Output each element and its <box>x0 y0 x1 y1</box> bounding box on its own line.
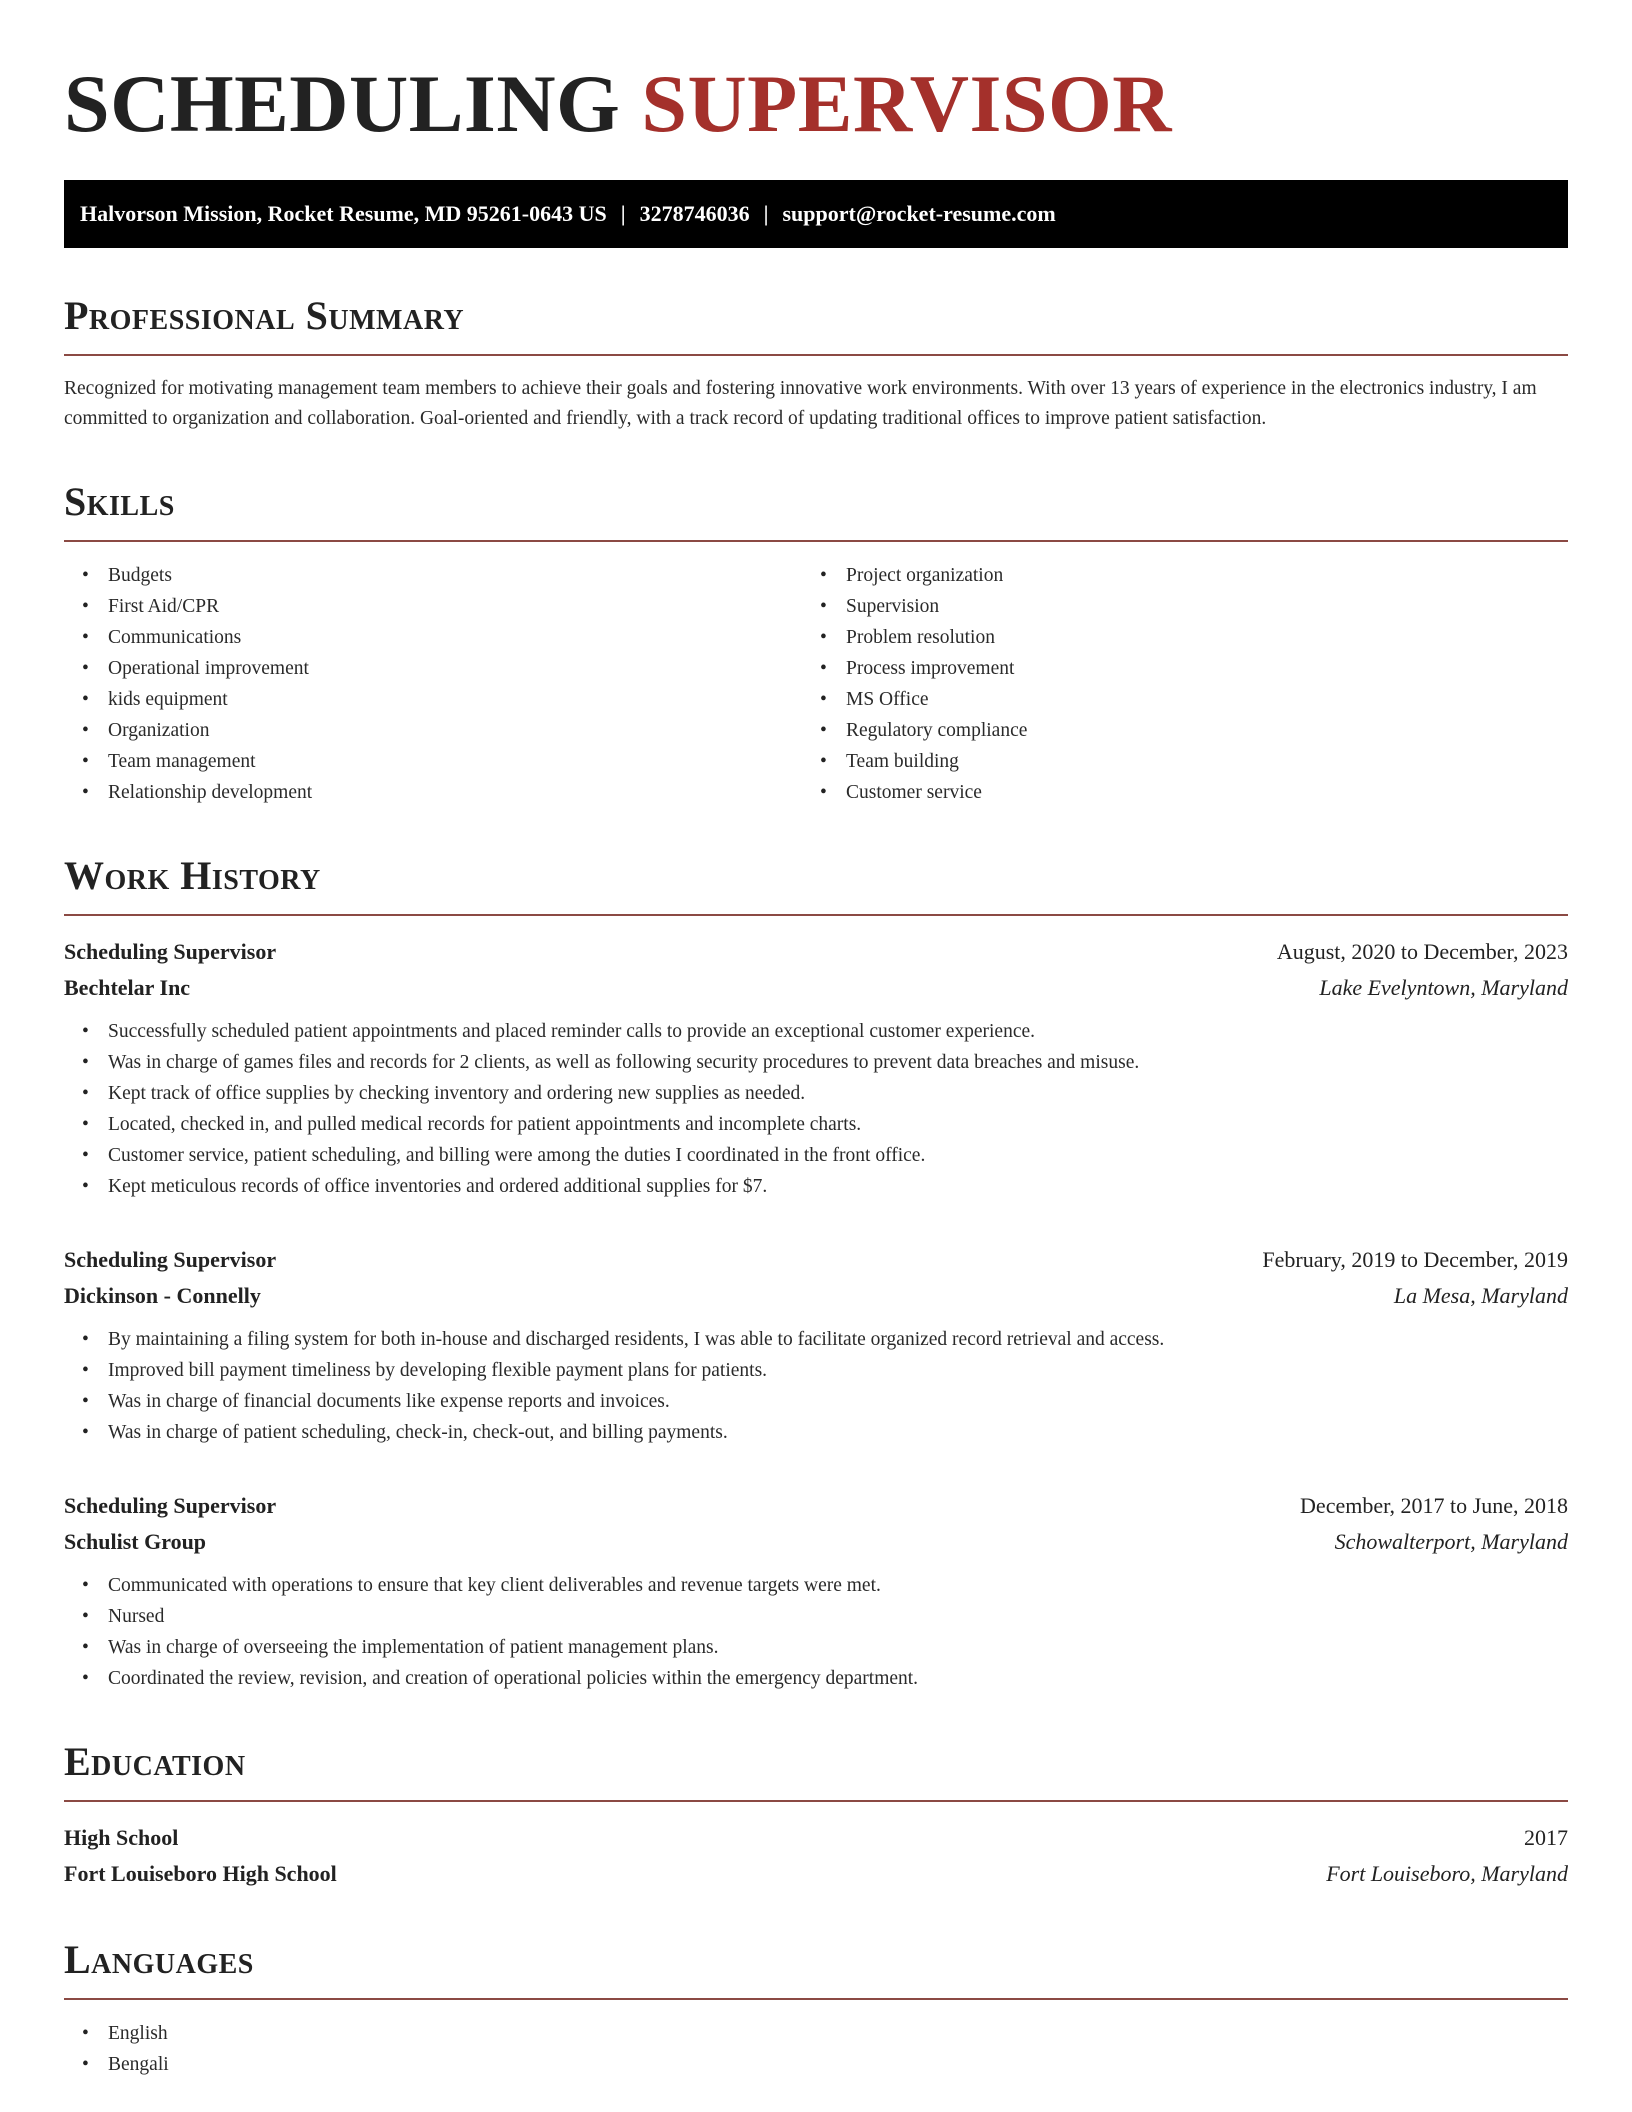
job-header-row <box>64 1242 1568 1278</box>
languages-list <box>64 2018 1568 2080</box>
job-header-row <box>64 1488 1568 1524</box>
job-role: Scheduling Supervisor <box>64 1493 277 1518</box>
language-item: • English <box>108 2018 1568 2049</box>
contact-phone: 3278746036 <box>639 201 750 226</box>
job-duties-list <box>64 1324 1568 1448</box>
education-heading: Education <box>64 1739 246 1784</box>
section-divider <box>64 540 1568 542</box>
skills-list-left <box>64 560 816 808</box>
contact-bar <box>64 180 1568 248</box>
language-item: • Bengali <box>108 2049 1568 2080</box>
work-history-heading: Work History <box>64 853 321 898</box>
education-entry <box>64 1820 1568 1892</box>
skill-item: • Team management <box>108 746 816 777</box>
job-duty: • By maintaining a filing system for both in-house and discharged residents, I was able to facilitate organized record retrieval and access. <box>108 1324 1568 1355</box>
contact-address: Halvorson Mission, Rocket Resume, MD 95261-0643 US <box>80 201 607 226</box>
job-dates: August, 2020 to December, 2023 <box>1276 939 1568 964</box>
contact-email: support@rocket-resume.com <box>782 201 1056 226</box>
job-duty: • Communicated with operations to ensure that key client deliverables and revenue targets were met. <box>108 1570 1568 1601</box>
job-company-row <box>64 1278 1568 1314</box>
skills-column-left <box>64 560 816 808</box>
skill-item: • First Aid/CPR <box>108 591 816 622</box>
resume-page <box>64 0 1568 2080</box>
education-degree: High School <box>64 1825 179 1850</box>
title-part-1: SCHEDULING <box>64 58 621 149</box>
job-duty: • Located, checked in, and pulled medical records for patient appointments and incomplete charts. <box>108 1109 1568 1140</box>
skill-item: • Process improvement <box>846 653 1568 684</box>
job-duty: • Coordinated the review, revision, and creation of operational policies within the emergency department. <box>108 1663 1568 1694</box>
skill-item: • Organization <box>108 715 816 746</box>
job-duty: • Nursed <box>108 1601 1568 1632</box>
skill-item: • kids equipment <box>108 684 816 715</box>
education-location: Fort Louiseboro, Maryland <box>1326 1861 1568 1886</box>
skill-item: • Communications <box>108 622 816 653</box>
job-duty: • Kept track of office supplies by checking inventory and ordering new supplies as needed. <box>108 1078 1568 1109</box>
skills-heading: Skills <box>64 479 175 524</box>
job-duty: • Customer service, patient scheduling, and billing were among the duties I coordinated in the front office. <box>108 1140 1568 1171</box>
skill-item: • Customer service <box>846 777 1568 808</box>
section-divider <box>64 914 1568 916</box>
job-dates: February, 2019 to December, 2019 <box>1262 1247 1568 1272</box>
job-duties-list <box>64 1570 1568 1694</box>
job-company: Bechtelar Inc <box>64 975 191 1000</box>
skills-list-right <box>816 560 1568 808</box>
job-role: Scheduling Supervisor <box>64 939 277 964</box>
job-header-row <box>64 934 1568 970</box>
skill-item: • Problem resolution <box>846 622 1568 653</box>
job-duty: • Was in charge of games files and records for 2 clients, as well as following security procedures to prevent data breaches and misuse. <box>108 1047 1568 1078</box>
section-divider <box>64 354 1568 356</box>
skill-item: • Operational improvement <box>108 653 816 684</box>
job-duties-list <box>64 1016 1568 1202</box>
contact-separator: | <box>763 201 769 226</box>
job-location: Schowalterport, Maryland <box>1334 1529 1568 1554</box>
education-year: 2017 <box>1524 1825 1568 1850</box>
job-company: Schulist Group <box>64 1529 207 1554</box>
skill-item: • Project organization <box>846 560 1568 591</box>
job-entry <box>64 934 1568 1202</box>
job-duty: • Successfully scheduled patient appointments and placed reminder calls to provide an exceptional customer experience. <box>108 1016 1568 1047</box>
job-entry <box>64 1242 1568 1448</box>
job-duty: • Kept meticulous records of office inventories and ordered additional supplies for $7. <box>108 1171 1568 1202</box>
job-duty: • Was in charge of financial documents like expense reports and invoices. <box>108 1386 1568 1417</box>
job-company-row <box>64 1524 1568 1560</box>
job-duty: • Improved bill payment timeliness by developing flexible payment plans for patients. <box>108 1355 1568 1386</box>
skill-item: • Supervision <box>846 591 1568 622</box>
skill-item: • Regulatory compliance <box>846 715 1568 746</box>
section-divider <box>64 1998 1568 2000</box>
job-company-row <box>64 970 1568 1006</box>
job-entry <box>64 1488 1568 1694</box>
skills-columns <box>64 560 1568 808</box>
skill-item: • Relationship development <box>108 777 816 808</box>
skill-item: • MS Office <box>846 684 1568 715</box>
education-school: Fort Louiseboro High School <box>64 1861 337 1886</box>
job-role: Scheduling Supervisor <box>64 1247 277 1272</box>
education-school-row <box>64 1856 1568 1892</box>
skill-item: • Budgets <box>108 560 816 591</box>
job-dates: December, 2017 to June, 2018 <box>1300 1493 1568 1518</box>
page-title <box>64 58 1568 150</box>
title-part-2: SUPERVISOR <box>641 58 1173 149</box>
job-duty: • Was in charge of overseeing the implementation of patient management plans. <box>108 1632 1568 1663</box>
skill-item: • Team building <box>846 746 1568 777</box>
languages-heading: Languages <box>64 1937 254 1982</box>
job-company: Dickinson - Connelly <box>64 1283 261 1308</box>
summary-text: Recognized for motivating management team members to achieve their goals and fostering innovative work environments. With over 13 years of experience in the electronics industry, I am committed to organization and collaboration. Goal-oriented and friendly, with a track record of updating traditional offices to improve patient satisfaction. <box>64 378 1537 429</box>
education-header-row <box>64 1820 1568 1856</box>
skills-column-right <box>816 560 1568 808</box>
job-location: La Mesa, Maryland <box>1393 1283 1568 1308</box>
summary-heading: Professional Summary <box>64 293 465 338</box>
job-location: Lake Evelyntown, Maryland <box>1319 975 1568 1000</box>
job-duty: • Was in charge of patient scheduling, check-in, check-out, and billing payments. <box>108 1417 1568 1448</box>
section-divider <box>64 1800 1568 1802</box>
contact-separator: | <box>620 201 626 226</box>
